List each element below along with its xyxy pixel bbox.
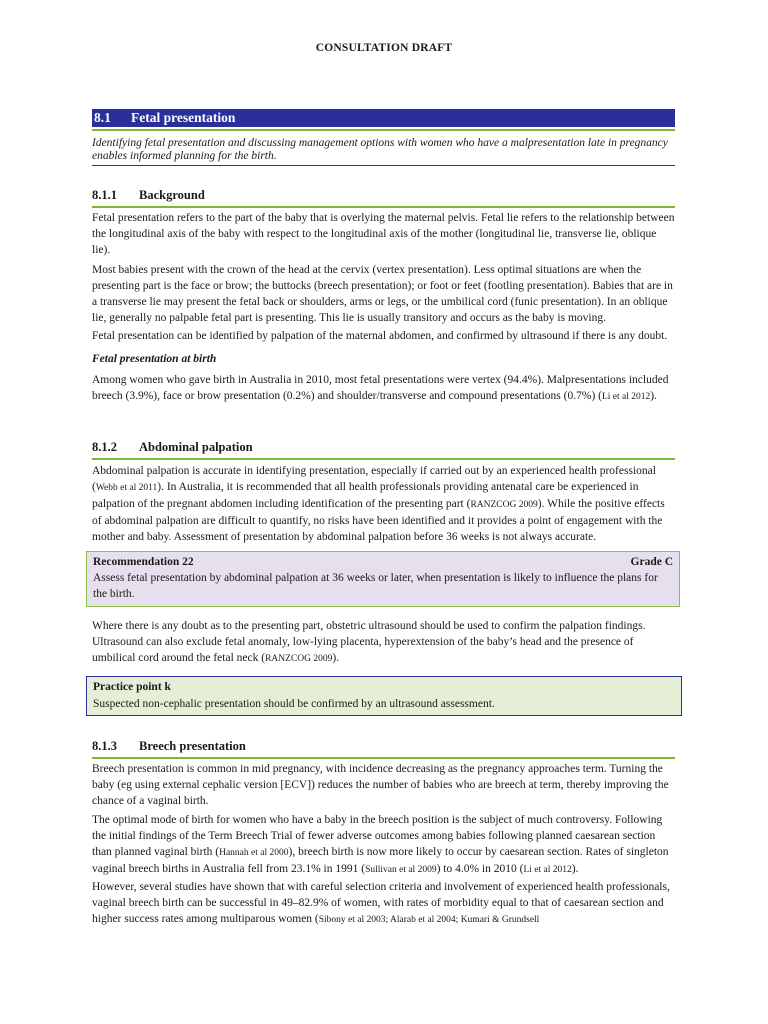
subsection-title: Background: [139, 188, 205, 202]
paragraph-text: Abdominal palpation is accurate in identifying presentation, especially if carried out by an experienced health professional (: [92, 465, 656, 493]
paragraph: [92, 463, 676, 545]
section-divider: [92, 129, 675, 131]
citation: Sullivan et al 2009: [365, 865, 437, 875]
document-header: CONSULTATION DRAFT: [315, 42, 453, 54]
recommendation-title: Recommendation 22: [93, 556, 194, 568]
paragraph-text: The optimal mode of birth for women who have a baby in the breech position is the subject of much controversy. Following the initial findings of the Term Breech Trial of fewer adverse outcomes among babies following planned caesarean section than planned vaginal birth (: [92, 814, 663, 858]
citation: RANZCOG 2009: [470, 500, 538, 510]
paragraph-text: However, several studies have shown that with careful selection criteria and involvement of experienced health professionals, vaginal breech birth can be successful in 49–82.9% of women, with rates of morbidity equal to that of caesarean section and higher success rates among multiparous women (: [92, 881, 670, 925]
recommendation-box: [86, 551, 680, 607]
paragraph-text: ).: [650, 390, 657, 402]
subsection-heading-abdominal-palpation: [92, 440, 675, 460]
practice-point-title: Practice point k: [93, 681, 171, 693]
paragraph-text: Among women who gave birth in Australia in 2010, most fetal presentations were vertex (94.4%). Malpresentations included breech (3.9%), face or brow presentation (0.2%) and shoulder/transverse and compound presentations (0.7%) (: [92, 374, 669, 402]
paragraph: Fetal presentation can be identified by palpation of the maternal abdomen, and confirmed by ultrasound if there is any doubt.: [92, 330, 668, 342]
paragraph-text: ).: [571, 863, 579, 875]
practice-point-text: Suspected non-cephalic presentation should be confirmed by an ultrasound assessment.: [93, 698, 495, 710]
subsection-heading-breech-presentation: [92, 739, 675, 759]
recommendation-header: [93, 554, 673, 570]
paragraph: Fetal presentation refers to the part of the baby that is overlying the maternal pelvis. Fetal lie refers to the relationship between the longitudinal axis of the baby with respect to the longitudinal axis of the mother (longitudinal lie, transverse lie, oblique lie).: [92, 212, 675, 256]
citation: Li et al 2012: [523, 865, 572, 875]
paragraph: [92, 618, 676, 667]
paragraph: [92, 372, 676, 405]
subsection-heading-background: [92, 188, 675, 208]
recommendation-grade: Grade C: [630, 556, 673, 568]
practice-point-box: [86, 676, 682, 716]
subsection-title: Abdominal palpation: [139, 440, 253, 454]
paragraph: [92, 879, 676, 928]
paragraph-text: Where there is any doubt as to the presenting part, obstetric ultrasound should be used to confirm the palpation findings. Ultrasound can also exclude fetal anomaly, low-lying placenta, hyperextension of the baby’s head and the presence of umbilical cord around the fetal neck (: [92, 620, 646, 664]
paragraph-text: ), breech birth is now more likely to occur by caesarean section. Rates of singleton vaginal breech births in Australia fell from 23.1% in 1991 (: [92, 846, 669, 875]
paragraph-text: ).: [332, 652, 340, 664]
paragraph: Most babies present with the crown of the head at the cervix (vertex presentation). Less optimal situations are when the presenting part is the face or brow; the buttocks (breech presentation); or foot or feet (footling presentation). Babies that are in a transverse lie may present the fetal back or shoulders, arms or legs, or the umbilical cord (funic presentation). In an oblique lie, generally no palpable fetal part is presenting. This lie is usually transitory and occurs as the baby is moving.: [92, 264, 673, 324]
paragraph-text: ). While the positive effects of abdominal palpation are difficult to quantify, no risks have been identified and it provides a point of engagement with the mother and baby. Assessment of presentation by abdominal palpation before 36 weeks is not always accurate.: [92, 498, 665, 543]
subsection-title: Breech presentation: [139, 739, 246, 753]
citation: RANZCOG 2009: [265, 654, 333, 664]
citation: Webb et al 2011: [95, 483, 158, 493]
subsection-number: 8.1.3: [92, 739, 117, 753]
citation: Sibony et al 2003; Alarab et al 2004; Kumari & Grundsell: [318, 915, 540, 925]
subsection-number: 8.1.2: [92, 440, 117, 454]
paragraph-text: ) to 4.0% in 2010 (: [436, 863, 524, 875]
subsection-number: 8.1.1: [92, 188, 117, 202]
section-heading: [92, 109, 675, 127]
citation: Li et al 2012: [601, 392, 651, 402]
paragraph: Breech presentation is common in mid pregnancy, with incidence decreasing as the pregnancy approaches term. Turning the baby (eg using external cephalic version [ECV]) reduces the number of babies who are breech at term, thereby improving the chance of a vaginal birth.: [92, 763, 669, 807]
section-number: 8.1: [94, 110, 111, 125]
subheading-fetal-presentation-at-birth: Fetal presentation at birth: [92, 353, 217, 365]
citation: Hannah et al 2000: [219, 848, 289, 858]
section-intro: Identifying fetal presentation and discussing management options with women who have a malpresentation late in pregnancy enables informed planning for the birth.: [92, 137, 675, 166]
paragraph-text: ). In Australia, it is recommended that all health professionals providing antenatal care be experienced in palpation of the pregnant abdomen including identification of the presenting part (: [92, 481, 639, 510]
recommendation-text: Assess fetal presentation by abdominal palpation at 36 weeks or later, when presentation is likely to influence the plans for the birth.: [93, 572, 658, 600]
paragraph: [92, 812, 676, 878]
section-title: Fetal presentation: [131, 110, 236, 125]
